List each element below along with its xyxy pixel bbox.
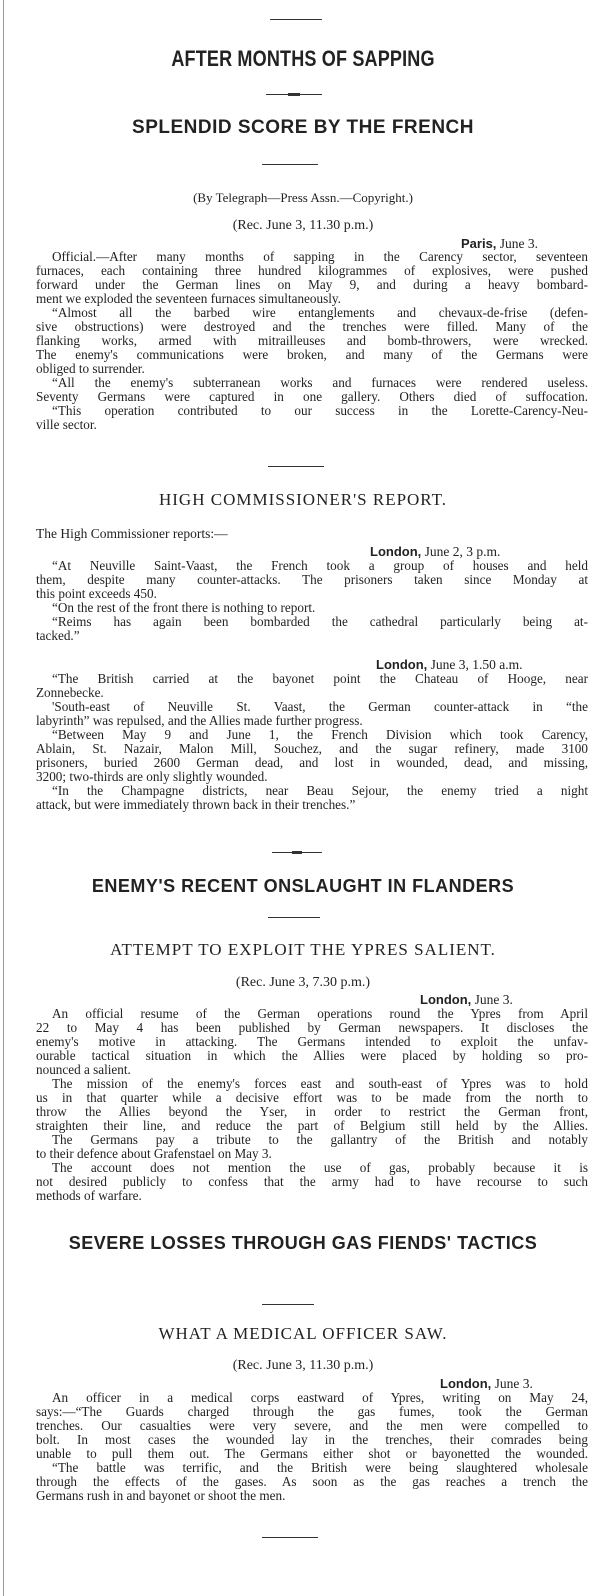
body-line: 22 to May 4 has been published by German newspapers. It discloses the [36, 1020, 588, 1035]
body-line: “The battle was terrific, and the British were being slaughtered wholesale [52, 1460, 588, 1475]
body-line: obliged to surrender. [36, 361, 145, 376]
headline-high-commissioner: HIGH COMMISSIONER'S REPORT. [158, 490, 447, 509]
divider [262, 1537, 318, 1538]
subheadline-ypres-salient: ATTEMPT TO EXPLOIT THE YPRES SALIENT. [110, 940, 496, 959]
body-line: “Almost all the barbed wire entanglements and chevaux-de-frise (defen- [52, 305, 588, 320]
body-line: throw the Allies beyond the Yser, in order to restrict the German front, [36, 1104, 588, 1119]
body-line: “Reims has again been bombarded the cathedral particularly being at- [52, 614, 588, 629]
body-line: “At Neuville Saint-Vaast, the French took a group of houses and held [52, 558, 588, 573]
body-line: “All the enemy's subterranean works and furnaces were rendered useless. [52, 375, 588, 390]
received-time: (Rec. June 3, 11.30 p.m.) [232, 218, 374, 233]
intro-line: The High Commissioner reports:— [36, 526, 228, 541]
body-line: ment we exploded the seventeen furnaces simultaneously. [36, 291, 341, 306]
divider [262, 164, 318, 165]
body-line: An official resume of the German operations round the Ypres from April [52, 1006, 588, 1021]
body-line: trenches. Our casualties were very severe, and the men were compelled to [36, 1418, 588, 1433]
body-line: us in that quarter while a decisive effort was to be made from the north to [36, 1090, 588, 1105]
divider [262, 1304, 314, 1305]
body-line: bolt. In most cases the wounded lay in the trenches, their comrades being [36, 1432, 588, 1447]
body-line: furnaces, each containing three hundred kilogrammes of explosives, were pushed [36, 263, 588, 278]
body-line: The Germans pay a tribute to the gallantry of the British and notably [52, 1132, 588, 1147]
body-line: Zonnebecke. [36, 685, 104, 700]
body-line: attack, but were immediately thrown back in their trenches.” [36, 797, 356, 812]
divider [270, 19, 322, 20]
divider [268, 917, 320, 918]
body-line: prisoners, buried 2600 German dead, and lost in wounded, dead, and missing, [36, 755, 588, 770]
body-line: “This operation contributed to our success in the Lorette-Carency-Neu- [52, 403, 588, 418]
body-line: them, despite many counter-attacks. The prisoners taken since Monday at [36, 572, 588, 587]
body-line: “In the Champagne districts, near Beau Sejour, the enemy tried a night [52, 783, 588, 798]
headline-after-months: AFTER MONTHS OF SAPPING [171, 46, 435, 71]
press-credit: (By Telegraph—Press Assn.—Copyright.) [193, 190, 413, 205]
body-line: flanking works, armed with mitrailleuses and bomb-throwers, were wrecked. [36, 333, 588, 348]
body-line: An officer in a medical corps eastward of Ypres, writing on May 24, [52, 1390, 588, 1405]
body-line: unable to pull them out. The Germans either shot or bayonetted the wounded. [36, 1446, 588, 1461]
body-line: “The British carried at the bayonet point the Chateau of Hooge, near [52, 671, 588, 686]
body-line: ville sector. [36, 417, 97, 432]
body-line: Germans rush in and bayonet or shoot the men. [36, 1488, 286, 1503]
received-time: (Rec. June 3, 11.30 p.m.) [232, 1358, 374, 1373]
body-line: methods of warfare. [36, 1188, 142, 1203]
dateline: London, June 3. [420, 992, 513, 1007]
headline-severe-losses: SEVERE LOSSES THROUGH GAS FIENDS' TACTICS [68, 1233, 538, 1253]
column-rule [3, 0, 4, 1596]
dateline: London, June 2, 3 p.m. [370, 544, 501, 559]
body-line: tacked.” [36, 628, 80, 643]
body-line: not desired publicly to confess that the army had to have recourse to such [36, 1174, 588, 1189]
body-line: 'South-east of Neuville St. Vaast, the German counter-attack in “the [52, 699, 588, 714]
dateline: London, June 3. [440, 1376, 533, 1391]
body-line: says:—“The Guards charged through the gas fumes, took the German [36, 1404, 588, 1419]
body-line: ourable tactical situation in which the Allies were placed by holding so pro- [36, 1048, 588, 1063]
body-line: Ablain, St. Nazair, Malon Mill, Souchez, and the sugar refinery, made 3100 [36, 741, 588, 756]
headline-enemy-onslaught: ENEMY'S RECENT ONSLAUGHT IN FLANDERS [91, 876, 515, 896]
received-time: (Rec. June 3, 7.30 p.m.) [235, 975, 371, 990]
body-line: straighten their line, and reduce the part of Belgium still held by the Allies. [36, 1118, 588, 1133]
subheadline-medical-officer: WHAT A MEDICAL OFFICER SAW. [158, 1324, 448, 1343]
body-line: “Between May 9 and June 1, the French Division which took Carency, [52, 727, 588, 742]
body-line: through the effects of the gases. As soon as the gas reaches a trench the [36, 1474, 588, 1489]
ornament-divider [266, 93, 322, 96]
divider [268, 466, 324, 467]
body-line: The enemy's communications were broken, and many of the Germans were [36, 347, 588, 362]
dateline: Paris, June 3. [461, 236, 539, 251]
body-line: The account does not mention the use of gas, probably because it is [52, 1160, 588, 1175]
body-line: sive obstructions) were destroyed and the trenches were filled. Many of the [36, 319, 588, 334]
body-line: “On the rest of the front there is nothing to report. [52, 600, 316, 615]
dateline: London, June 3, 1.50 a.m. [376, 657, 523, 672]
body-line: this point exceeds 450. [36, 586, 157, 601]
body-line: enemy's motive in attacking. The Germans intended to exploit the unfav- [36, 1034, 588, 1049]
body-line: labyrinth” was repulsed, and the Allies made further progress. [36, 713, 363, 728]
body-line: forward under the German lines on May 9, and during a heavy bombard- [36, 277, 588, 292]
body-line: The mission of the enemy's forces east and south-east of Ypres was to hold [52, 1076, 588, 1091]
body-line: to their defence about Grafenstael on May 3. [36, 1146, 272, 1161]
subheadline-splendid-score: SPLENDID SCORE BY THE FRENCH [132, 117, 474, 138]
body-line: nounced a salient. [36, 1062, 131, 1077]
body-line: 3200; two-thirds are only slightly wounded. [36, 769, 268, 784]
body-line: Seventy Germans were captured in one gallery. Others died of suffocation. [36, 389, 588, 404]
body-line: Official.—After many months of sapping in the Carency sector, seventeen [52, 249, 588, 264]
ornament-divider [272, 851, 322, 854]
